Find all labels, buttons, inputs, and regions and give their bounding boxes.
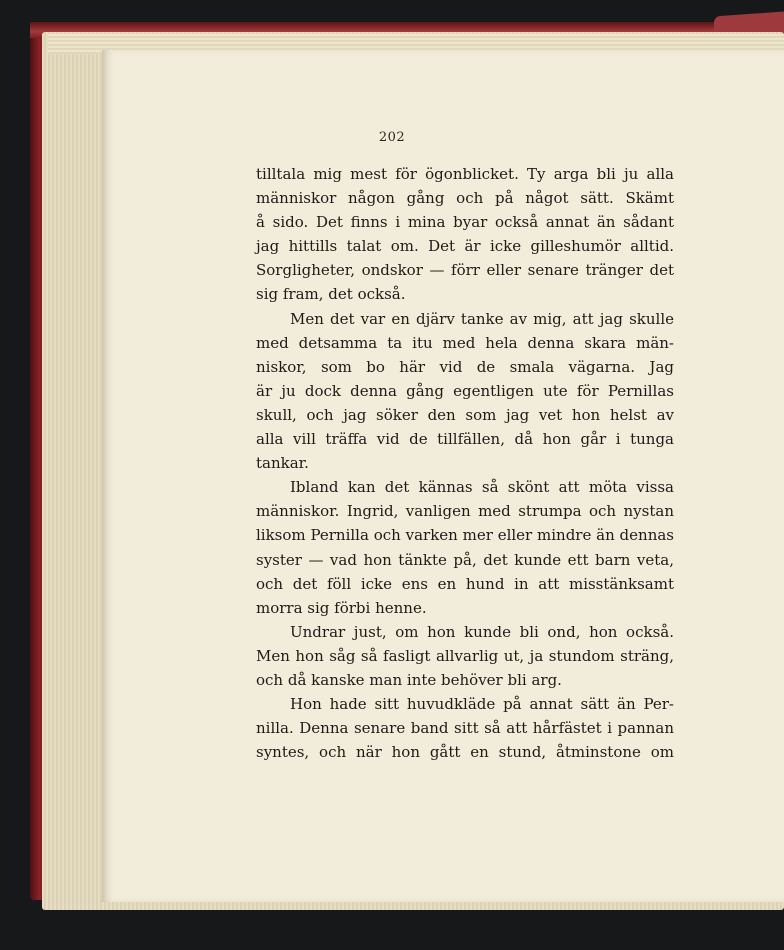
text-line: Sorgligheter, ondskor — förr eller senare tränger det xyxy=(256,261,674,280)
text-line: Ibland kan det kännas så skönt att möta vissa xyxy=(290,478,674,497)
text-line: syster — vad hon tänkte på, det kunde ett barn veta, xyxy=(256,550,674,569)
text-line: skull, och jag söker den som jag vet hon helst av xyxy=(256,405,674,424)
text-line: alla vill träffa vid de tillfällen, då hon går i tunga xyxy=(256,430,674,449)
text-line: människor. Ingrid, vanligen med strumpa och nystan xyxy=(256,502,674,521)
text-line: jag hittills talat om. Det är icke gilleshumör alltid. xyxy=(256,237,674,256)
text-line: syntes, och när hon gått en stund, åtminstone om xyxy=(256,743,674,762)
text-line: sig fram, det också. xyxy=(256,285,406,304)
text-line: nilla. Denna senare band sitt så att hårfästet i pannan xyxy=(256,719,674,738)
page-number: 202 xyxy=(378,130,406,145)
text-line: liksom Pernilla och varken mer eller mindre än dennas xyxy=(256,526,674,545)
text-line: och då kanske man inte behöver bli arg. xyxy=(256,670,562,689)
text-line: Men hon såg så fasligt allvarlig ut, ja stundom sträng, xyxy=(256,646,674,665)
text-line: med detsamma ta itu med hela denna skara män- xyxy=(256,333,674,352)
text-line: niskor, som bo här vid de smala vägarna. Jag xyxy=(256,357,674,376)
text-line: tankar. xyxy=(256,454,309,473)
text-line: människor någon gång och på något sätt. Skämt xyxy=(256,189,674,208)
text-line: Men det var en djärv tanke av mig, att jag skulle xyxy=(290,309,674,328)
body-text xyxy=(256,162,674,764)
text-line: är ju dock denna gång egentligen ute för Pernillas xyxy=(256,381,674,400)
text-line: tilltala mig mest för ögonblicket. Ty arga bli ju alla xyxy=(256,165,674,183)
text-line: morra sig förbi henne. xyxy=(256,598,427,617)
text-line: Undrar just, om hon kunde bli ond, hon också. xyxy=(290,622,674,641)
text-line: å sido. Det finns i mina byar också annat än sådant xyxy=(256,213,674,232)
text-line: Hon hade sitt huvudkläde på annat sätt än Per- xyxy=(290,695,674,714)
text-line: och det föll icke ens en hund in att misstänksamt xyxy=(256,574,674,593)
